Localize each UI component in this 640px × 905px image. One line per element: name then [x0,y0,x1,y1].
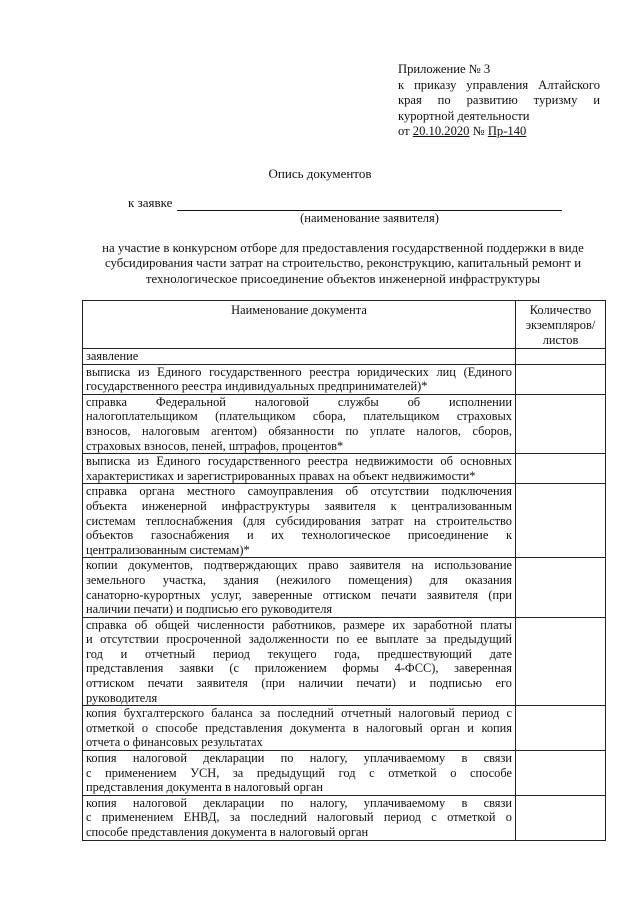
quantity-cell[interactable] [516,706,606,751]
document-name-line: представления заявки (с приложением формы 4-ФСС), заверенная [86,661,512,676]
quantity-cell[interactable] [516,558,606,617]
header-quantity [516,301,606,349]
appendix-date-line [398,124,600,140]
document-name-line: отметкой о способе представления документа в налоговый орган и копия [86,720,512,735]
number-sign: № [472,124,485,139]
appendix-line: к приказу управления Алтайского [398,77,600,92]
applicant-label: к заявке [128,195,173,210]
table-row [83,558,606,617]
document-name-line: взносов, налоговым агентом) обязанности по уплате налогов, сборов, [86,423,512,438]
document-title: Опись документов [268,166,372,181]
document-name-line: копия налоговой декларации по налогу, уплачиваемому в связи [86,751,512,766]
applicant-caption: (наименование заявителя) [300,211,439,225]
purpose-line: технологическое присоединение объектов инженерной инфраструктуры [145,271,541,286]
document-name-line: отчета о финансовых результатах [86,735,263,750]
purpose-line: субсидирования части затрат на строительство, реконструкцию, капитальный ремонт и [104,256,582,271]
appendix-date: 20.10.2020 [412,124,470,139]
document-name-line: налогоплательщиком (плательщиком сбора, плательщиком страховых [86,409,512,424]
table-row [83,454,606,484]
document-name-line: страховых взносов, пеней, штрафов, процентов* [86,438,344,453]
table-row [83,394,606,453]
documents-table [82,300,606,841]
document-name-line: системам теплоснабжения (для субсидирования затрат на строительство [86,513,512,528]
header-document-name: Наименование документа [83,301,516,349]
table-row [83,706,606,751]
document-name-line: наличии печати) и подписью его руководителя [86,602,333,617]
document-name-cell [83,364,516,394]
quantity-cell[interactable] [516,484,606,558]
document-name-cell [83,751,516,796]
document-name-line: с применением УСН, за предыдущий год с отметкой о способе [86,765,512,780]
document-name-line: характеристиках и зарегистрированных правах на объект недвижимости* [86,468,476,483]
document-name-cell [83,484,516,558]
document-name-line: год и отчетный период текущего года, предшествующий дате [86,646,512,661]
appendix-line: курортной деятельности [398,108,530,123]
purpose-line: на участие в конкурсном отборе для предоставления государственной поддержки в виде [102,241,584,255]
document-name-line: справка органа местного самоуправления об отсутствии подключения [86,484,512,499]
purpose-text [82,241,604,287]
table-row [83,484,606,558]
document-name-line: копия налоговой декларации по налогу, уплачиваемому в связи [86,795,512,810]
table-row [83,751,606,796]
header-quantity-line: листов [542,333,579,347]
document-name-line: и отсутствии просроченной задолженности по ее выплате за предыдущий [86,632,512,647]
header-quantity-line: экземпляров/ [525,318,596,332]
document-name-line: копии документов, подтверждающих право заявителя на использование [86,558,512,573]
quantity-cell[interactable] [516,349,606,365]
document-name-line: представления документа в налоговый орган [86,780,324,795]
document-name-line: копия бухгалтерского баланса за последний отчетный налоговый период с [86,706,512,721]
table-row [83,364,606,394]
document-name-line: способе представления документа в налоговый орган [86,825,369,839]
document-name-cell [83,349,516,365]
quantity-cell[interactable] [516,795,606,840]
table-body [83,349,606,841]
document-name-cell [83,795,516,840]
table-row [83,349,606,365]
document-name-cell [83,617,516,706]
document-name-cell [83,394,516,453]
appendix-line: Приложение № 3 [398,62,491,76]
document-name-line: санаторно-курортных услуг, заверенные оттиском печати заявителя (при [86,587,512,602]
table-header-row [83,301,606,349]
appendix-line: края по развитию туризму и [398,93,600,108]
document-name-line: земельного участка, здания (нежилого помещения) для оказания [86,572,512,587]
document-name-line: справка Федеральной налоговой службы об исполнении [86,394,512,409]
table-row [83,795,606,840]
document-name-line: оттиском печати заявителя (при наличии печати) и подписью его [86,676,512,691]
header-quantity-line: Количество [529,303,592,317]
date-prefix: от [398,124,410,139]
document-name-line: централизованным системам)* [86,542,250,557]
quantity-cell[interactable] [516,751,606,796]
table-row [83,617,606,706]
document-name-line: объекта инженерной инфраструктуры заявителя к централизованным [86,498,512,513]
document-name-cell [83,706,516,751]
quantity-cell[interactable] [516,364,606,394]
document-name-line: с применением ЕНВД, за последний налоговый период с отметкой о [86,810,512,825]
document-name-line: руководителя [86,690,158,705]
quantity-cell[interactable] [516,617,606,706]
document-name-line: выписка из Единого государственного реестра юридических лиц (Единого [86,364,512,379]
document-name-line: заявление [86,349,139,363]
document-name-line: выписка из Единого государственного реестра недвижимости об основных [86,454,512,469]
quantity-cell[interactable] [516,394,606,453]
document-name-line: государственного реестра индивидуальных предпринимателей)* [86,379,428,394]
document-name-cell [83,558,516,617]
appendix-block [398,62,600,140]
document-name-cell [83,454,516,484]
document-name-line: объектов газоснабжения и их технологическое присоединение к [86,528,512,543]
document-name-line: справка об общей численности работников, размере их заработной платы [86,617,512,632]
appendix-number: Пр-140 [487,124,527,139]
quantity-cell[interactable] [516,454,606,484]
